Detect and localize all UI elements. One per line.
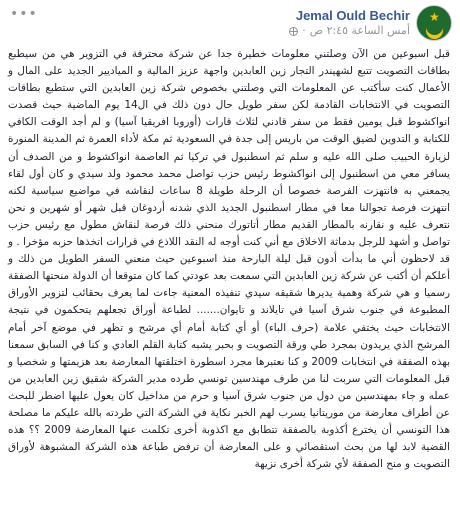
post-body-text: قبل اسبوعين من الآن وصلتني معلومات خطيرة جدا عن شركة محترفة في التزوير هي من سيطبع بطاقات التصويت تتبع لشهيندر التجار زين العابدين واجهة عزيز المالية و المياديير الجديد على المال و الأعمال كنت سأكتب عن المعلومات التي وصلتني بخصوص شركة زين العابدين التي ستطبع بطاقات التصويت في الانتخابات القادمة لكن سفر طويل حال دون ذلك في ال14 يوم الماضية حيث قصدت انواكشوط قبل يومين فقط من سفر قادني لثلاث قارات (أوروبا افريقيا آسيا) و لم أجد الوقت الكافي للكتابة و التدوين لضيق الوقت من باريس إلى جدة في السعودية ثم مكة لأداء العمرة ثم المدينة المنورة لزيارة الحبيب صلى الله عليه و سلم ثم اسطنبول في تركيا ثم العاصمة انواكشوط و من الصدف أن يسافر معي من اسطنبول إلى انواكشوط رئيس حزب تواصل محمد محمود ولد سيدي و كان أول لقاء يجمعني به فانتهزت الفرصة خصوصا أن الرحلة طويلة 8 ساعات لنقاشه في مواضيع سياسية لكنه انتهزت فرصة تجوالنا معا في مطار اسطنبول الجديد الذي شدنه أردوغان قبل شهر أو شهرين و نحن نتعرف عليه و نقارنه بالمطار القديم مطار أتاتورك منحني ذلك فرصة لنقاش مطول مع رئيس حزب تواصل و أشهد للرجل بدماثة الاخلاق مع أني كنت أوجه له النقد اللاذع في قرارات اتخذها حزبه مؤخرا . و قد لاحظون أني ما بدأت أدون قبل ليلة البارحة منذ اسبوعين حيث منعني السفر الطويل من ذلك و أعلكم أن أكتب عن شركة زين العابدين التي سمعت بعد عودتي كما كان متوقعا أن الدولة منحتها الصفقة رسميا و هي شركة وهمية يديرها شقيقه سيدي تنفيذه المعنية جاءت لما يعرف بحقائب لتزوير الأوراق المطبوعة في جنوب شرق آسيا في تايلاند و تايوان....... لطباعة أوراق تجعلهم يتحكمون في نتيجة الانتخابات حيث يختفي علامة (حرف الباء) أو أي كتابة أمام أي مرشح و تظهر في موضع آخر أمام المرشح الذي يريدون بمجرد طي ورقة التصويت و بحبر يشبه كتابة القلم العادي و كنا في السابق سمعنا بهذه الصفقة في انتخابات 2009 و كنا نعتبرها مجرد اسطورة اختلقتها المعارضة بعد هزيمتها و شخصيا و قبل المعلومات التي سربت لنا من طرف مهندسين تونسي طرده مدير الشركة شقيق زين العابدين من عمله و جاء بمهندسين من دول من جنوب شرق آسيا و حرم من مداخيل كان يعول عليها اضطر للبحث عن أطراف معارضة من موريتانيا يسرب لهم الخبر نكاية في الشركة التي طردته بالله عليكم ما مصلحة هذا التونسي أن يخترع أكذوبة بالصفقة تتطابق مع اكذوبة أخرى تكلمت عنها المعارضة 2009 ؟؟ هذه القضية لابد لها من بحث استقصائي و على المعارضة أن ترفض طباعة هذه الشركة المشبوهة لأوراق التصويت و منح الصفقة لأي شركة أخرى نزيهة	[8, 48, 450, 471]
post-meta	[289, 8, 410, 38]
post-timestamp-link[interactable]: أمس الساعة ٢:٤٥ ص	[309, 24, 410, 37]
author-name-link[interactable]: Jemal Ould Bechir	[295, 8, 410, 23]
star-icon: ★	[429, 10, 440, 24]
post-header	[60, 4, 452, 42]
more-options-icon[interactable]: •••	[10, 6, 38, 22]
post-timeline	[289, 24, 410, 38]
globe-icon[interactable]	[289, 27, 298, 36]
separator-dot: ·	[302, 24, 306, 37]
crescent-icon	[426, 18, 443, 35]
avatar[interactable]	[416, 5, 452, 41]
